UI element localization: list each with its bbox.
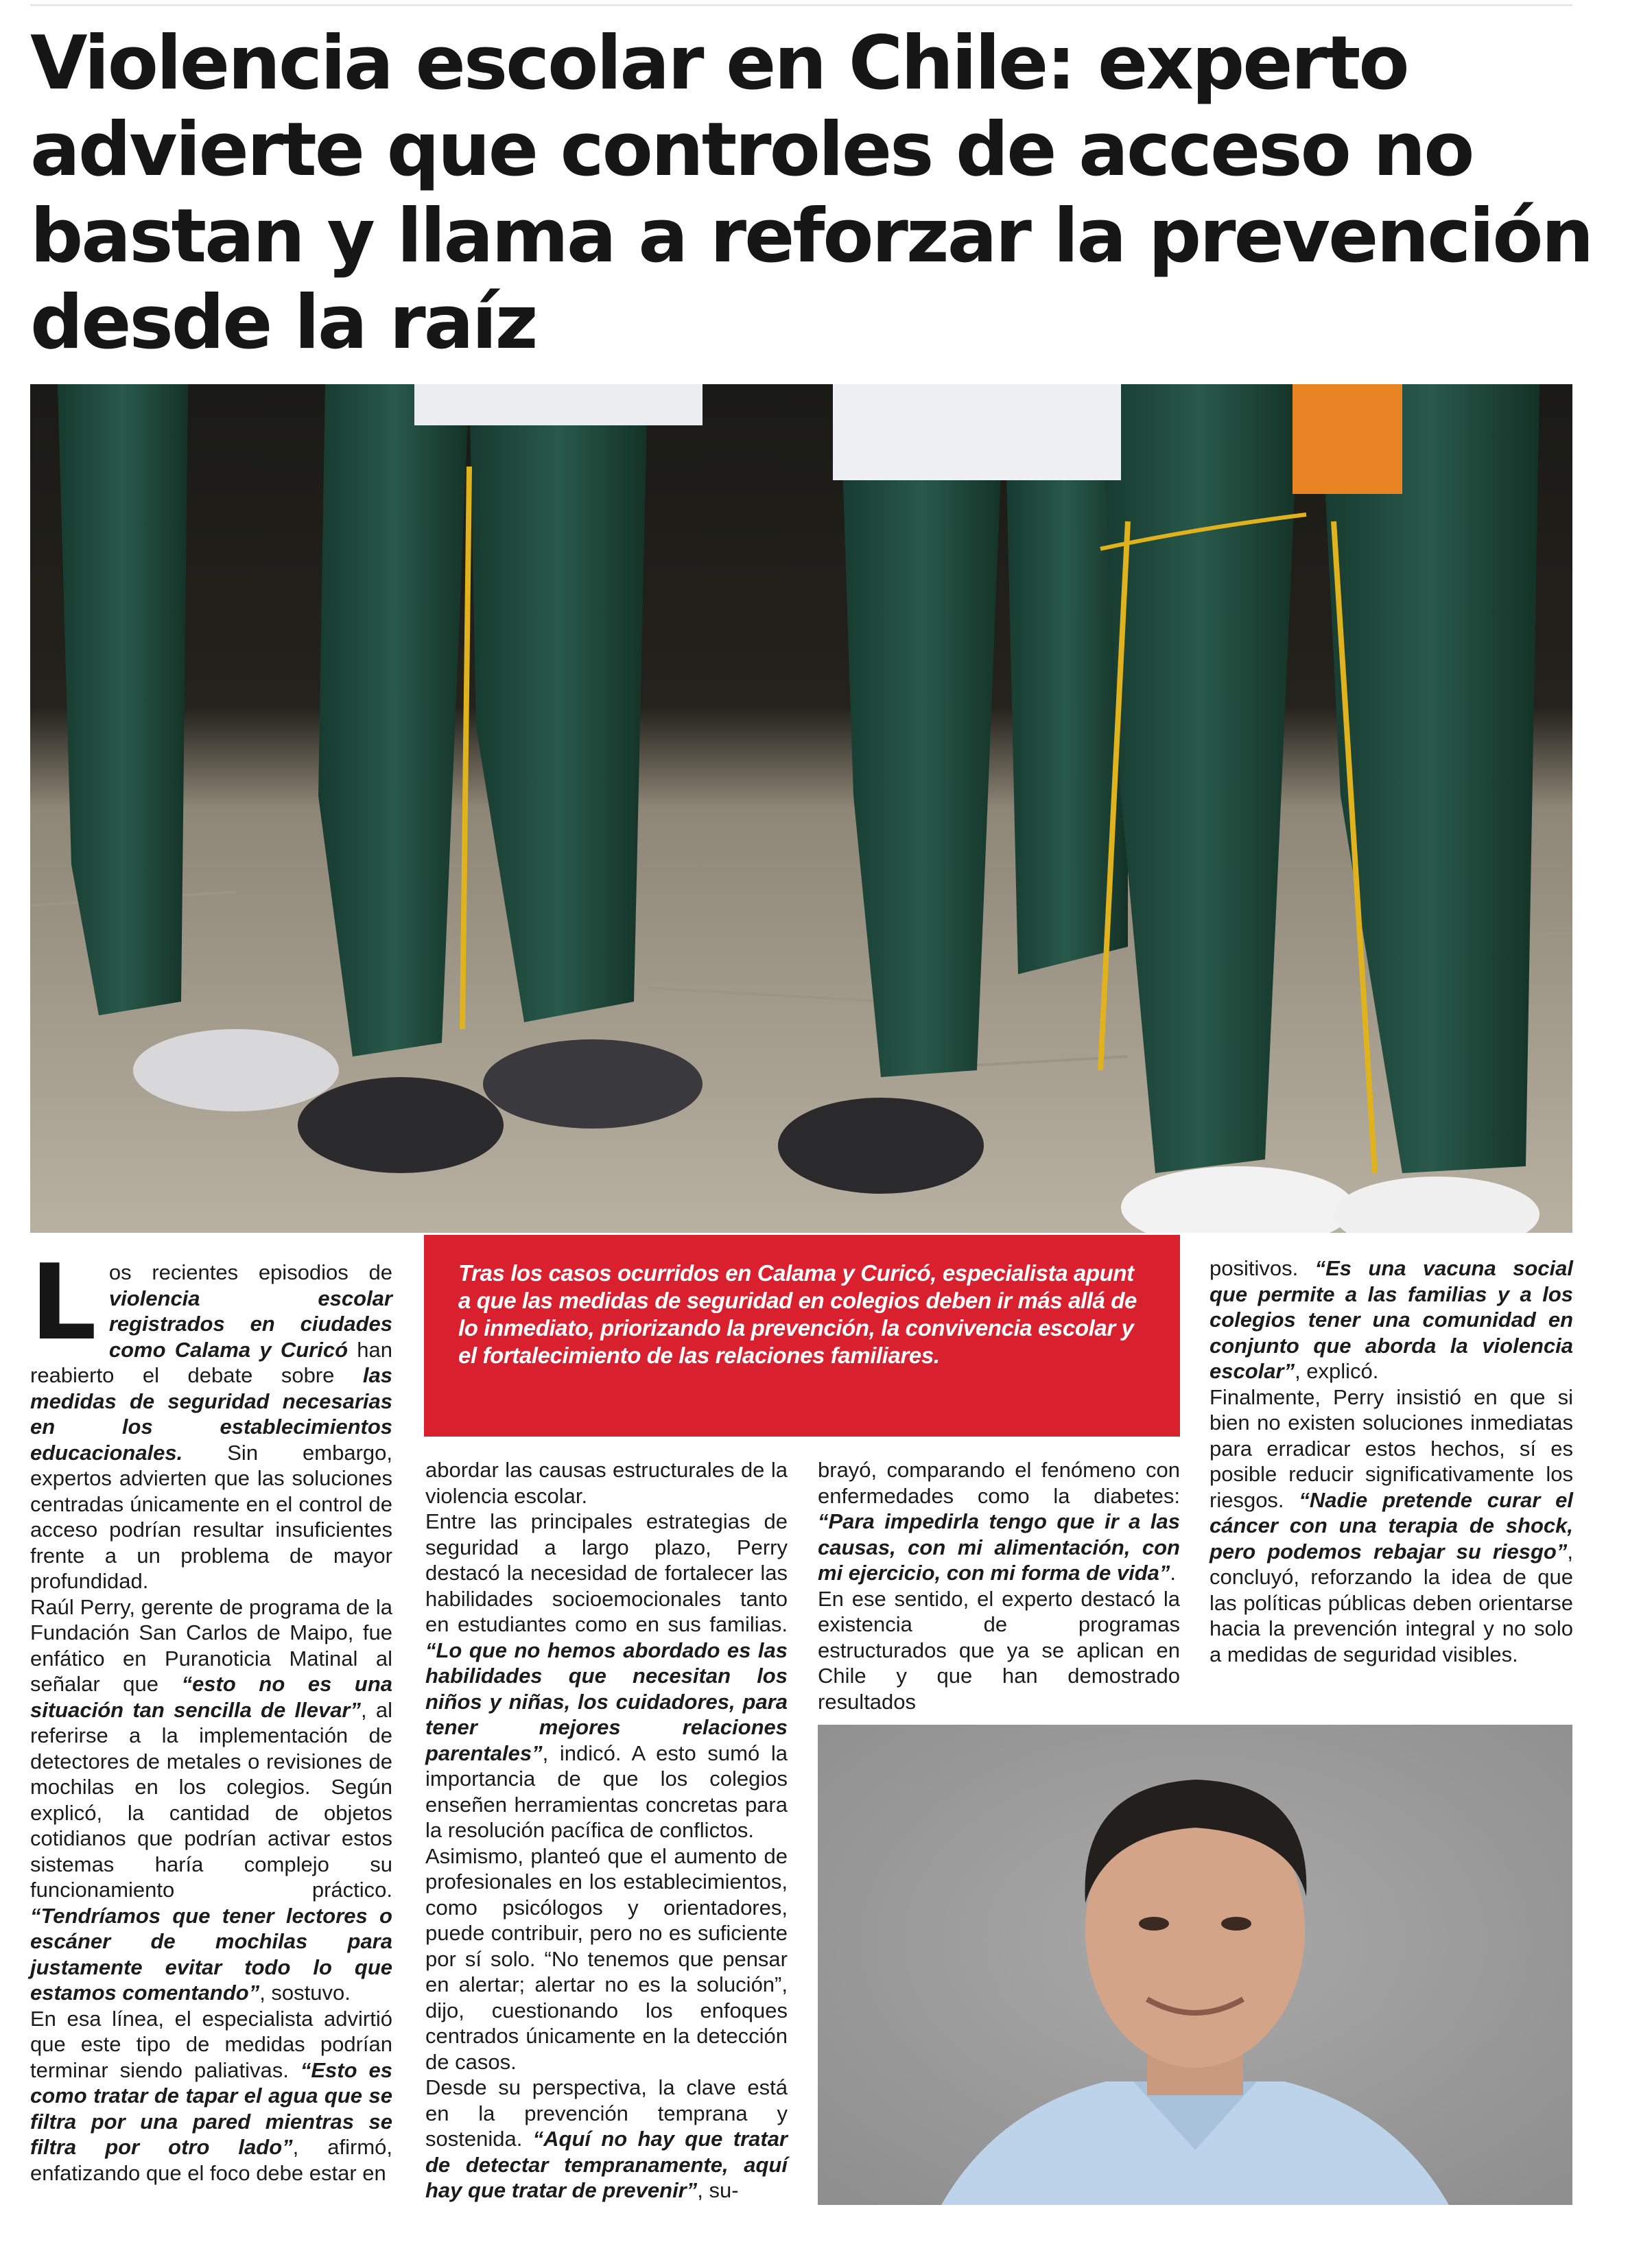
headline-line: Violencia escolar en Chile: experto xyxy=(30,21,1408,106)
body-text-run: Finalmente, Perry insistió en que si bien no existen soluciones inmediatas para erradicar estos hechos, sí es posible reducir significativamente los riesgos. xyxy=(1210,1384,1573,1512)
column-2-text xyxy=(425,1457,788,2204)
body-text-run: , su- xyxy=(697,2178,739,2202)
article-column-2 xyxy=(425,1457,788,2204)
quote-emphasis: “esto no es una situación tan sencilla de llevar” xyxy=(30,1672,393,1722)
article-column-1 xyxy=(30,1242,393,2186)
body-text-run: , explicó. xyxy=(1295,1359,1379,1383)
column-1-text xyxy=(30,1242,393,2186)
headline-line: desde la raíz xyxy=(30,280,536,366)
body-text-run: , afirmó, enfatizando que el foco debe estar en xyxy=(30,2135,393,2185)
body-text-run: Desde su perspectiva, la clave está en la prevención temprana y sostenida. xyxy=(425,2075,788,2151)
body-text-run: Asimismo, planteó que el aumento de profesionales en los establecimientos, como psicólogos y orientadores, puede contribuir, pero no es suficiente por sí solo. “No tenemos que pensar en alertar; alertar no es la solución”, dijo, cuestionando los enfoques centrados únicamente en la detección de casos. xyxy=(425,1843,788,2074)
column-4-text xyxy=(1210,1255,1573,1667)
body-text-run: brayó, comparando el fenómeno con enfermedades como la diabetes: xyxy=(818,1458,1180,1508)
quote-emphasis: “Es una vacuna social que permite a las familias y a los colegios tener una comunidad en conjunto que aborda la violencia escolar” xyxy=(1210,1256,1573,1383)
body-text-run: En esa línea, el especialista advirtió que este tipo de medidas podrían terminar siendo paliativas. xyxy=(30,2006,392,2082)
body-text-run: positivos. xyxy=(1210,1256,1315,1280)
quote-emphasis: “Nadie pretende curar el cáncer con una terapia de shock, pero podemos rebajar su riesgo” xyxy=(1210,1487,1573,1564)
quote-emphasis: “Tendríamos que tener lectores o escáner de mochilas para justamente evitar todo lo que estamos comentando” xyxy=(30,1903,392,2005)
article-column-4 xyxy=(1210,1255,1573,1667)
quote-emphasis: “Aquí no hay que tratar de detectar tempranamente, aquí hay que tratar de prevenir” xyxy=(425,2127,788,2202)
headline xyxy=(30,21,1592,366)
body-text-run: . xyxy=(1170,1561,1177,1585)
article-column-3 xyxy=(818,1457,1180,1714)
body-text-run: , al referirse a la implementación de detectores de metales o revisiones de mochilas en los colegios. Según explicó, la cantidad de objetos cotidianos que podrían activar estos sistemas haría complejo su funcionamiento práctico. xyxy=(30,1697,392,1902)
body-text-run: abordar las causas estructurales de la violencia escolar. xyxy=(425,1458,788,1508)
body-text-run: Sin embargo, expertos advierten que las soluciones centradas únicamente en el control de acceso podrían resultar insuficientes frente a un problema de mayor profundidad. xyxy=(30,1440,392,1593)
headline-line: advierte que controles de acceso no xyxy=(30,107,1473,193)
body-text-run: , sostuvo. xyxy=(259,1981,351,2005)
quote-emphasis: “Para impedirla tengo que ir a las causas, con mi alimentación, con mi ejercicio, con mi forma de vida” xyxy=(818,1509,1180,1585)
body-text-run: Raúl Perry, gerente de programa de la Fundación San Carlos de Maipo, fue enfático en Puranoticia Matinal al señalar que xyxy=(30,1594,392,1696)
students-uniform-photo xyxy=(30,384,1572,1233)
expert-portrait-photo xyxy=(818,1725,1572,2205)
body-text-run: han reabierto el debate sobre xyxy=(30,1337,392,1387)
pull-quote-callout: Tras los casos ocurridos en Calama y Curicó, especialista apunt a que las medidas de seguridad en colegios deben ir más allá de lo inmediato, priorizando la prevención, la convivencia escolar y el fortalecimiento de las relaciones familiares. xyxy=(424,1235,1180,1437)
body-text-run: En ese sentido, el experto destacó la existencia de programas estructurados que ya se aplican en Chile y que han demostrado resultados xyxy=(818,1586,1180,1714)
top-rule xyxy=(30,4,1572,6)
headline-line: bastan y llama a reforzar la prevención xyxy=(30,193,1592,279)
quote-emphasis: “Lo que no hemos abordado es las habilidades que necesitan los niños y niñas, los cuidadores, para tener mejores relaciones parentales” xyxy=(425,1638,788,1765)
body-text-run: , indicó. A esto sumó la importancia de que los colegios enseñen herramientas concretas para la resolución pacífica de conflictos. xyxy=(425,1740,788,1842)
quote-emphasis: violencia escolar registrados en ciudades como Calama y Curicó xyxy=(108,1286,392,1362)
column-3-text xyxy=(818,1457,1180,1714)
quote-emphasis: las medidas de seguridad necesarias en los establecimientos educacionales. xyxy=(30,1363,392,1465)
body-text-run: , concluyó, reforzando la idea de que las políticas públicas deben orientarse hacia la prevención integral y no solo a medidas de seguridad visibles. xyxy=(1210,1539,1573,1666)
quote-emphasis: “Esto es como tratar de tapar el agua que se filtra por una pared mientras se filtra por otro lado” xyxy=(30,2057,392,2159)
body-text-run: Entre las principales estrategias de seguridad a largo plazo, Perry destacó la necesidad de fortalecer las habilidades socioemocionales tanto en estudiantes como en sus familias. xyxy=(425,1509,788,1636)
body-text-run: os recientes episodios de xyxy=(108,1260,392,1284)
drop-cap: L xyxy=(30,1242,97,1363)
